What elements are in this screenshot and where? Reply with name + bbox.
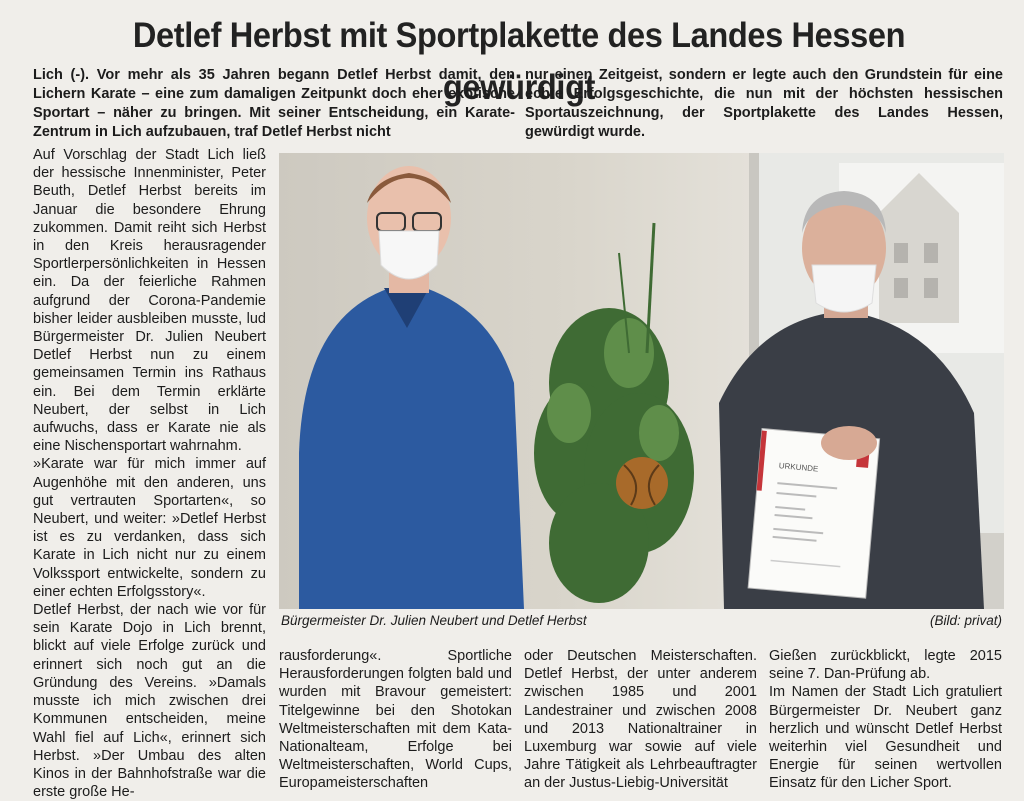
lead-left: Lich (-). Vor mehr als 35 Jahren begann Detlef Herbst damit, den Lichern Karate – eine zum damaligen Zeitpunkt doch eher exotische Sportart – näher zu bringen. Mit seiner Entscheidung, ein Karate-Zentrum in Lich aufzubauen, traf Detlef Herbst nicht bbox=[33, 67, 515, 140]
photo-illustration bbox=[279, 153, 1004, 609]
paragraph: Detlef Herbst, der nach wie vor für sein Karate Dojo in Lich brennt, blickt auf viele Erfolge zurück und erinnert sich noch gut an die Gründung des Vereins. »Damals musste ich mich zwischen drei Kommunen entscheiden, meine Wahl fiel auf Lich«, erinnert sich Herbst. »Der Umbau des alten Kinos in der Bahnhofstraße war die erste große He- bbox=[33, 602, 266, 801]
article-column-3: oder Deutschen Meisterschaften. Detlef Herbst, der unter anderem zwischen 1985 und 2001 Landestrainer und zwischen 2008 und 2013 Nationaltrainer in Luxemburg war sowie auf viele Jahre Tätigkeit als Lehrbeauftragter an der Justus-Liebig-Universität bbox=[524, 648, 757, 792]
article-column-2: rausforderung«. Sportliche Herausforderungen folgten bald und wurden mit Bravour gemeistert: Titelgewinne bei den Shotokan Weltmeisterschaften mit dem Kata-Nationalteam, Erfolge bei Weltmeisterschaften, World Cups, Europameisterschaften bbox=[279, 648, 512, 792]
headline: Detlef Herbst mit Sportplakette des Landes Hessen gewürdigt bbox=[132, 16, 906, 107]
certificate-title: URKUNDE bbox=[778, 461, 819, 474]
article-column-1 bbox=[33, 146, 266, 801]
paragraph: Auf Vorschlag der Stadt Lich ließ der hessische Innenminister, Peter Beuth, Detlef Herbst bereits im Januar die besondere Ehrung zukommen. Damit reiht sich Herbst in den Kreis herausragender Sportlerpersönlichkeiten in Hessen ein. Da der feierliche Rahmen aufgrund der Corona-Pandemie bisher leider ausbleiben musste, lud Bürgermeister Dr. Julien Neubert Detlef Herbst nun zu einem gemeinsamen Termin ins Rathaus ein. Bei dem Termin erklärte Neubert, der selbst in Lich aufwuchs, dass er Karate nie als eine Nischensportart wahrnahm. bbox=[33, 147, 266, 455]
paragraph: Gießen zurückblickt, legte 2015 seine 7. Dan-Prüfung ab. bbox=[769, 648, 1002, 683]
article-photo bbox=[279, 153, 1004, 609]
photo-credit: (Bild: privat) bbox=[929, 613, 1002, 628]
lead-right: nur einen Zeitgeist, sondern er legte auch den Grundstein für eine echte Erfolgsgeschichte, die nun mit der höchsten hessischen Sportauszeichnung, der Sportplakette des Landes Hessen, gewürdigt wurde. bbox=[525, 67, 1003, 140]
photo-caption: Bürgermeister Dr. Julien Neubert und Detlef Herbst bbox=[281, 613, 587, 628]
paragraph: »Karate war für mich immer auf Augenhöhe mit den anderen, uns gut vertrauten Sportarten«, so Neubert, und weiter: »Detlef Herbst ist es zu verdanken, dass sich Karate in Lich nicht nur zu einem Volkssport entwickelte, sondern zu einer echten Erfolgsstory«. bbox=[33, 456, 266, 600]
paragraph: Im Namen der Stadt Lich gratuliert Bürgermeister Dr. Neubert ganz herzlich und wünscht Detlef Herbst weiterhin viel Gesundheit und Energie für seinen wertvollen Einsatz für den Licher Sport. bbox=[769, 684, 1002, 792]
article-column-4 bbox=[769, 647, 1002, 793]
